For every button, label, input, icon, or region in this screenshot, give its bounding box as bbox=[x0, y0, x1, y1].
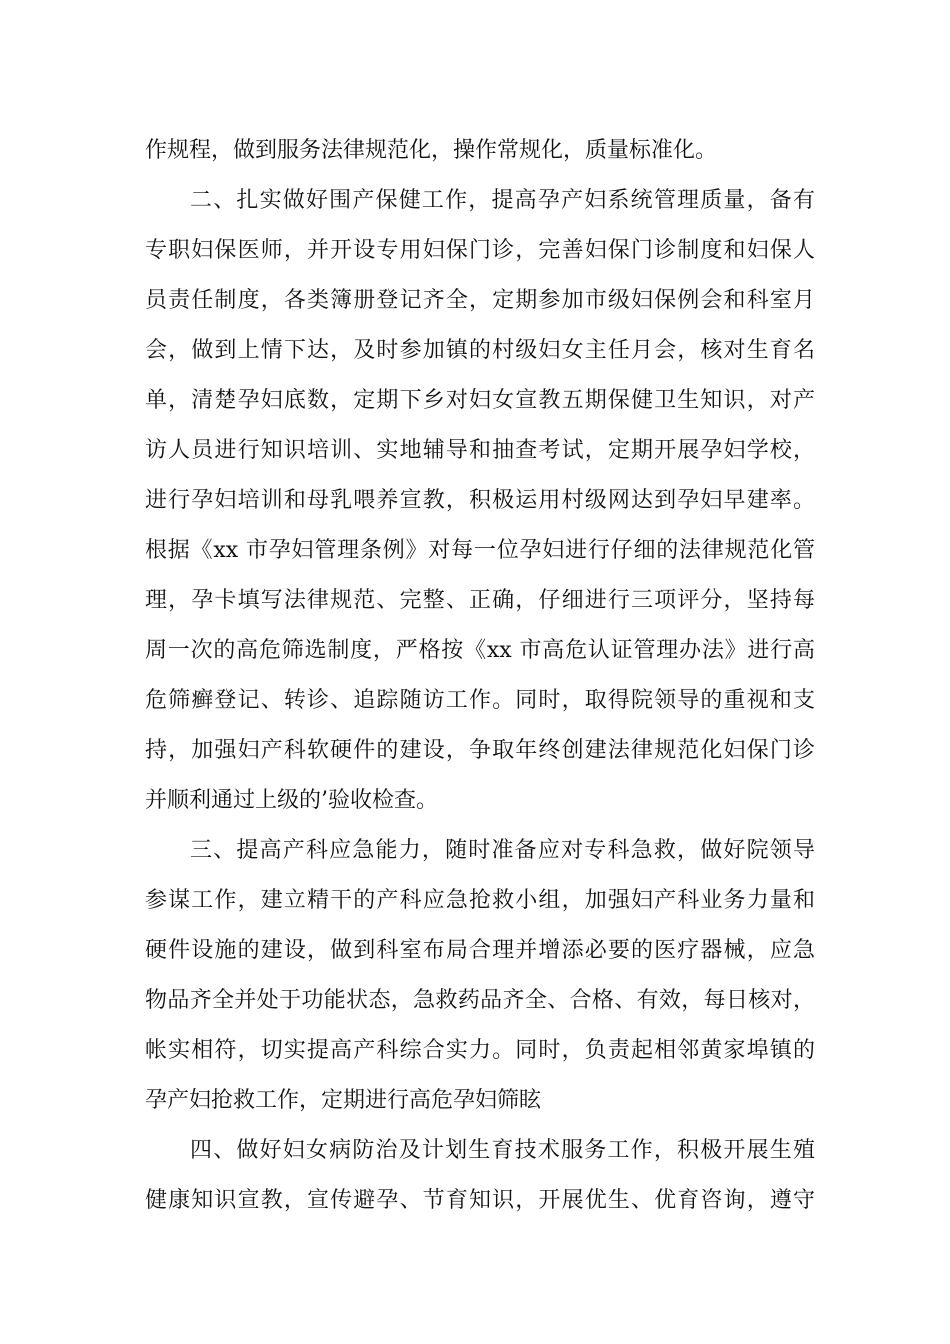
text-line: 根据《xx 市孕妇管理条例》对每一位孕妇进行仔细的法律规范化管 bbox=[145, 538, 815, 563]
text-line: 持，加强妇产科软硬件的建设，争取年终创建法律规范化妇保门诊 bbox=[145, 738, 815, 763]
text-line: 物品齐全并处于功能状态，急救药品齐全、合格、有效，每日核对， bbox=[145, 988, 815, 1013]
text-line: 作规程，做到服务法律规范化，操作常规化，质量标准化。 bbox=[145, 138, 718, 163]
text-line: 健康知识宣教，宣传避孕、节育知识，开展优生、优育咨询，遵守 bbox=[145, 1188, 815, 1213]
paragraph-heading-line: 三、提高产科应急能力，随时准备应对专科急救，做好院领导 bbox=[190, 838, 815, 863]
text-line: 孕产妇抢救工作，定期进行高危孕妇筛眩 bbox=[145, 1088, 542, 1113]
paragraph-heading-line: 二、扎实做好围产保健工作，提高孕产妇系统管理质量，备有 bbox=[190, 188, 815, 213]
paragraph-heading-line: 四、做好妇女病防治及计划生育技术服务工作，积极开展生殖 bbox=[190, 1138, 815, 1163]
text-line: 帐实相符，切实提高产科综合实力。同时，负责起相邻黄家埠镇的 bbox=[145, 1038, 815, 1063]
text-line: 专职妇保医师，并开设专用妇保门诊，完善妇保门诊制度和妇保人 bbox=[145, 238, 815, 263]
text-line: 危筛癣登记、转诊、追踪随访工作。同时，取得院领导的重视和支 bbox=[145, 688, 815, 713]
text-line: 会，做到上情下达，及时参加镇的村级妇女主任月会，核对生育名 bbox=[145, 338, 815, 363]
text-line: 理，孕卡填写法律规范、完整、正确，仔细进行三项评分，坚持每 bbox=[145, 588, 815, 613]
text-line: 参谋工作，建立精干的产科应急抢救小组，加强妇产科业务力量和 bbox=[145, 888, 815, 913]
text-line: 并顺利通过上级的’验收检查。 bbox=[145, 788, 438, 813]
text-line: 硬件设施的建设，做到科室布局合理并增添必要的医疗器械，应急 bbox=[145, 938, 815, 963]
text-line: 周一次的高危筛选制度，严格按《xx 市高危认证管理办法》进行高 bbox=[145, 638, 815, 663]
text-line: 进行孕妇培训和母乳喂养宣教，积极运用村级网达到孕妇早建率。 bbox=[145, 488, 815, 513]
text-line: 员责任制度，各类簿册登记齐全，定期参加市级妇保例会和科室月 bbox=[145, 288, 815, 313]
text-line: 单，清楚孕妇底数，定期下乡对妇女宣教五期保健卫生知识，对产 bbox=[145, 388, 815, 413]
text-line: 访人员进行知识培训、实地辅导和抽查考试，定期开展孕妇学校， bbox=[145, 438, 815, 463]
